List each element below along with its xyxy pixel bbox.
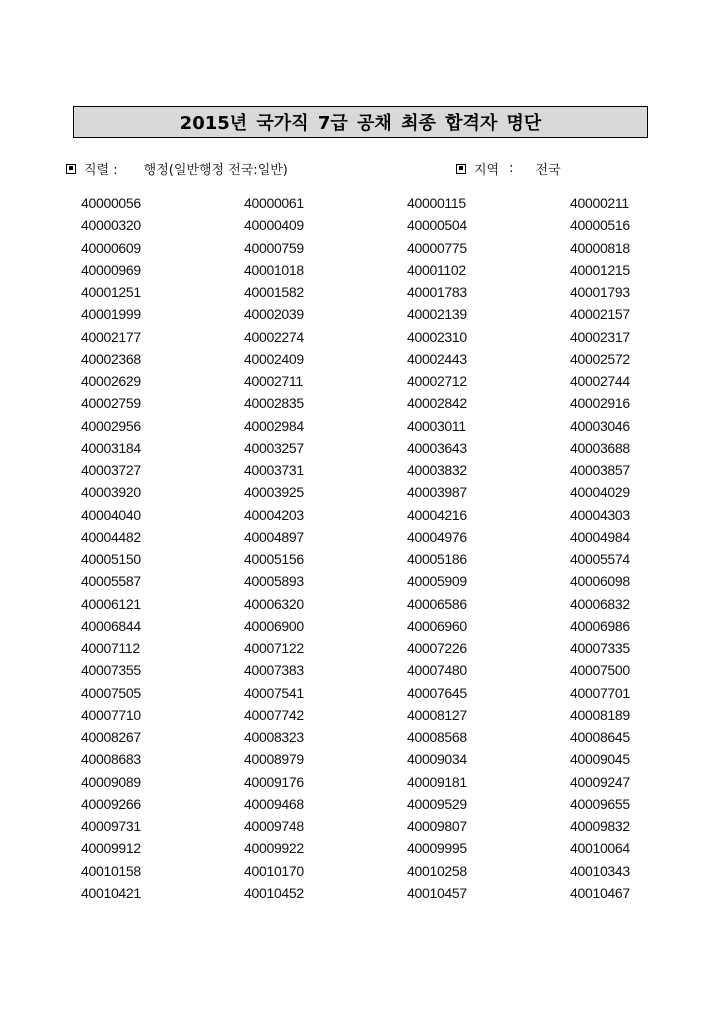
candidate-number: 40000504 bbox=[407, 217, 467, 234]
candidate-number: 40000775 bbox=[407, 239, 467, 256]
candidate-number: 40005893 bbox=[244, 573, 304, 590]
candidate-number: 40006986 bbox=[570, 617, 630, 634]
job-category-label: 직렬 : bbox=[84, 163, 118, 178]
candidate-number: 40006832 bbox=[570, 595, 630, 612]
candidate-number-list bbox=[81, 192, 641, 904]
candidate-number: 40010343 bbox=[570, 862, 630, 879]
candidate-number: 40001999 bbox=[81, 306, 141, 323]
candidate-number: 40004203 bbox=[244, 506, 304, 523]
candidate-number: 40001793 bbox=[570, 284, 630, 300]
candidate-number: 40004303 bbox=[570, 506, 630, 523]
page-title: 2015년 국가직 7급 공채 최종 합격자 명단 bbox=[179, 113, 542, 134]
candidate-number: 40002835 bbox=[244, 395, 304, 412]
candidate-number: 40002712 bbox=[407, 373, 467, 389]
candidate-number: 40008189 bbox=[570, 706, 630, 723]
candidate-number: 40000818 bbox=[570, 239, 630, 256]
candidate-number: 40005587 bbox=[81, 573, 141, 590]
candidate-number: 40001582 bbox=[244, 284, 304, 300]
candidate-number: 40004976 bbox=[407, 528, 467, 545]
candidate-number: 40005156 bbox=[244, 551, 304, 567]
candidate-number: 40007500 bbox=[570, 662, 630, 679]
candidate-number: 40003046 bbox=[570, 417, 630, 434]
candidate-number: 40009468 bbox=[244, 795, 304, 812]
candidate-number: 40008979 bbox=[244, 751, 304, 768]
region-colon: : bbox=[509, 161, 514, 176]
candidate-number: 40003832 bbox=[407, 462, 467, 478]
candidate-number: 40006960 bbox=[407, 617, 467, 634]
region-label: 지역 bbox=[474, 163, 500, 178]
candidate-number: 40002310 bbox=[407, 328, 467, 345]
candidate-number: 40001783 bbox=[407, 284, 467, 300]
candidate-number: 40006844 bbox=[81, 617, 141, 634]
candidate-number: 40002572 bbox=[570, 350, 630, 367]
candidate-number: 40003731 bbox=[244, 462, 304, 478]
candidate-number: 40002984 bbox=[244, 417, 304, 434]
candidate-number: 40009181 bbox=[407, 773, 467, 790]
candidate-number: 40007645 bbox=[407, 684, 467, 701]
candidate-number: 40004897 bbox=[244, 528, 304, 545]
candidate-number: 40002744 bbox=[570, 373, 630, 389]
candidate-number: 40003925 bbox=[244, 484, 304, 501]
candidate-number: 40005186 bbox=[407, 551, 467, 567]
candidate-number: 40000609 bbox=[81, 239, 141, 256]
candidate-number: 40004029 bbox=[570, 484, 630, 501]
candidate-number: 40001018 bbox=[244, 261, 304, 278]
candidate-number: 40010064 bbox=[570, 840, 630, 857]
candidate-number: 40007710 bbox=[81, 706, 141, 723]
candidate-number: 40008127 bbox=[407, 706, 467, 723]
candidate-number: 40006320 bbox=[244, 595, 304, 612]
candidate-number: 40005909 bbox=[407, 573, 467, 590]
candidate-number: 40003688 bbox=[570, 439, 630, 456]
candidate-number: 40010452 bbox=[244, 884, 304, 901]
candidate-number: 40008568 bbox=[407, 729, 467, 745]
candidate-number: 40003184 bbox=[81, 439, 141, 456]
job-category-value: 행정(일반행정 전국:일반) bbox=[143, 163, 288, 178]
candidate-number: 40007355 bbox=[81, 662, 141, 679]
candidate-number: 40005150 bbox=[81, 551, 141, 567]
candidate-number: 40000115 bbox=[407, 195, 466, 211]
candidate-number: 40009655 bbox=[570, 795, 630, 812]
candidate-number: 40007383 bbox=[244, 662, 304, 679]
candidate-number: 40009748 bbox=[244, 818, 304, 834]
candidate-number: 40006900 bbox=[244, 617, 304, 634]
candidate-number: 40003727 bbox=[81, 462, 141, 478]
candidate-number: 40007480 bbox=[407, 662, 467, 679]
candidate-number: 40009247 bbox=[570, 773, 630, 790]
candidate-number: 40002759 bbox=[81, 395, 141, 412]
candidate-number: 40009045 bbox=[570, 751, 630, 768]
candidate-number: 40010170 bbox=[244, 862, 304, 879]
candidate-number: 40009266 bbox=[81, 795, 141, 812]
candidate-number: 40009832 bbox=[570, 818, 630, 834]
candidate-number: 40000969 bbox=[81, 261, 141, 278]
candidate-number: 40000759 bbox=[244, 239, 304, 256]
candidate-number: 40002039 bbox=[244, 306, 304, 323]
candidate-number: 40000516 bbox=[570, 217, 630, 234]
candidate-number: 40000056 bbox=[81, 195, 141, 211]
candidate-number: 40002711 bbox=[244, 373, 303, 389]
candidate-number: 40001251 bbox=[81, 284, 141, 300]
candidate-number: 40002956 bbox=[81, 417, 141, 434]
candidate-number: 40003643 bbox=[407, 439, 467, 456]
candidate-number: 40007541 bbox=[244, 684, 304, 701]
candidate-number: 40001215 bbox=[570, 261, 630, 278]
candidate-number: 40006098 bbox=[570, 573, 630, 590]
candidate-number: 40001102 bbox=[407, 261, 466, 278]
candidate-number: 40007335 bbox=[570, 640, 630, 656]
candidate-number: 40000409 bbox=[244, 217, 304, 234]
job-category-row bbox=[66, 159, 288, 178]
candidate-number: 40002317 bbox=[570, 328, 630, 345]
candidate-number: 40005574 bbox=[570, 551, 630, 567]
candidate-number: 40009807 bbox=[407, 818, 467, 834]
candidate-number: 40003257 bbox=[244, 439, 304, 456]
candidate-number: 40010457 bbox=[407, 884, 467, 901]
candidate-number: 40009529 bbox=[407, 795, 467, 812]
candidate-number: 40000061 bbox=[244, 195, 304, 211]
candidate-number: 40009912 bbox=[81, 840, 141, 857]
candidate-number: 40006586 bbox=[407, 595, 467, 612]
candidate-number: 40000320 bbox=[81, 217, 141, 234]
candidate-number: 40002443 bbox=[407, 350, 467, 367]
candidate-number: 40004482 bbox=[81, 528, 141, 545]
candidate-number: 40002629 bbox=[81, 373, 141, 389]
candidate-number: 40008267 bbox=[81, 729, 141, 745]
candidate-number: 40007505 bbox=[81, 684, 141, 701]
candidate-number: 40009731 bbox=[81, 818, 141, 834]
candidate-number: 40003857 bbox=[570, 462, 630, 478]
candidate-number: 40007701 bbox=[570, 684, 630, 701]
candidate-number: 40003011 bbox=[407, 417, 466, 434]
candidate-number: 40003920 bbox=[81, 484, 141, 501]
candidate-number: 40002842 bbox=[407, 395, 467, 412]
candidate-number: 40007742 bbox=[244, 706, 304, 723]
candidate-number: 40004216 bbox=[407, 506, 467, 523]
candidate-number: 40002157 bbox=[570, 306, 630, 323]
candidate-number: 40007122 bbox=[244, 640, 304, 656]
title-box bbox=[73, 106, 648, 138]
candidate-number: 40008683 bbox=[81, 751, 141, 768]
candidate-number: 40006121 bbox=[81, 595, 141, 612]
candidate-number: 40002368 bbox=[81, 350, 141, 367]
square-bullet-icon bbox=[456, 164, 466, 174]
candidate-number: 40003987 bbox=[407, 484, 467, 501]
candidate-number: 40009034 bbox=[407, 751, 467, 768]
square-bullet-icon bbox=[66, 164, 76, 174]
candidate-number: 40010158 bbox=[81, 862, 141, 879]
candidate-number: 40008645 bbox=[570, 729, 630, 745]
candidate-number: 40010258 bbox=[407, 862, 467, 879]
candidate-number: 40002274 bbox=[244, 328, 304, 345]
region-value: 전국 bbox=[535, 163, 561, 178]
region-row bbox=[456, 159, 561, 178]
candidate-number: 40009995 bbox=[407, 840, 467, 857]
candidate-number: 40002916 bbox=[570, 395, 630, 412]
candidate-number: 40000211 bbox=[570, 195, 629, 211]
candidate-number: 40009922 bbox=[244, 840, 304, 857]
candidate-number: 40010467 bbox=[570, 884, 630, 901]
candidate-number: 40007112 bbox=[81, 640, 140, 656]
candidate-number: 40004040 bbox=[81, 506, 141, 523]
candidate-number: 40002409 bbox=[244, 350, 304, 367]
candidate-number: 40009089 bbox=[81, 773, 141, 790]
candidate-number: 40008323 bbox=[244, 729, 304, 745]
candidate-number: 40007226 bbox=[407, 640, 467, 656]
candidate-number: 40010421 bbox=[81, 884, 141, 901]
candidate-number: 40004984 bbox=[570, 528, 630, 545]
candidate-number: 40009176 bbox=[244, 773, 304, 790]
candidate-number: 40002177 bbox=[81, 328, 141, 345]
candidate-number: 40002139 bbox=[407, 306, 467, 323]
